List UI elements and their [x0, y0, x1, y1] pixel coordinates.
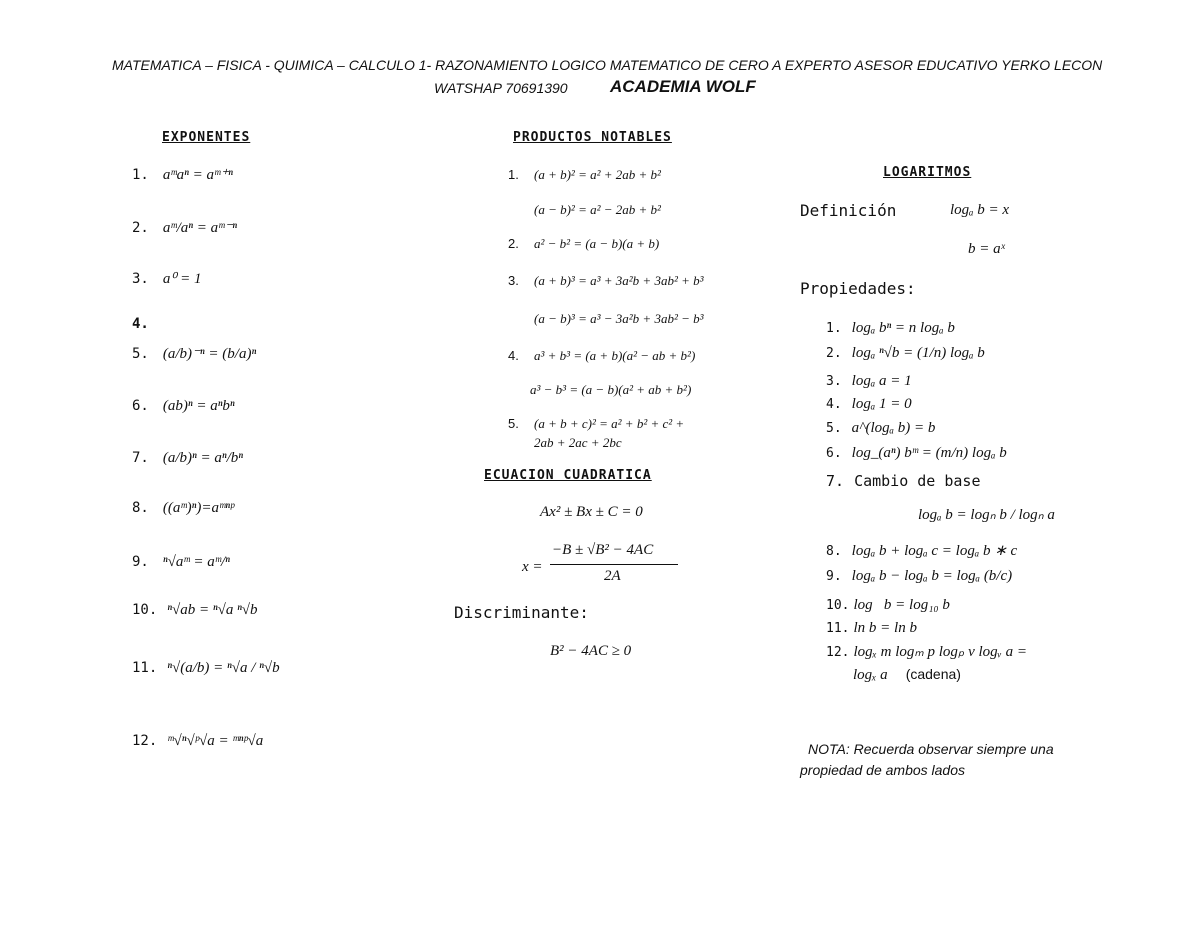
fraction-bar [550, 564, 678, 565]
list-item: 8. logₐ b + logₐ c = logₐ b ∗ c [826, 543, 1018, 559]
list-item: 11. ln b = ln b [826, 620, 917, 636]
section-title-logaritmos: LOGARITMOS [883, 165, 972, 180]
section-title-exponentes: EXPONENTES [162, 130, 251, 145]
list-item: 10. log b = log₁₀ b [826, 597, 950, 613]
header-phone: WATSHAP 70691390 [434, 80, 568, 96]
discriminant-formula: B² − 4AC ≥ 0 [550, 643, 632, 659]
list-item: (a − b)² = a² − 2ab + b² [534, 202, 661, 217]
academy-title: ACADEMIA WOLF [610, 77, 756, 96]
list-item: 3. logₐ a = 1 [826, 373, 912, 389]
list-item: 3. (a + b)³ = a³ + 3a²b + 3ab² + b³ [508, 273, 704, 288]
list-item: 1. aᵐaⁿ = aᵐ⁺ⁿ [132, 167, 233, 183]
quadratic-numerator: −B ± √B² − 4AC [552, 542, 654, 558]
list-item: 1. logₐ bⁿ = n logₐ b [826, 320, 955, 336]
header-line: MATEMATICA – FISICA - QUIMICA – CALCULO 1- RAZONAMIENTO LOGICO MATEMATICO DE CERO A EXPERTO ASESOR EDUCATIVO YERKO LECON [112, 57, 1103, 73]
list-item: 5. (a + b + c)² = a² + b² + c² + [508, 416, 685, 431]
note-line: NOTA: Recuerda observar siempre una [808, 741, 1054, 757]
list-item: 7. (a/b)ⁿ = aⁿ/bⁿ [132, 450, 243, 466]
note-line: propiedad de ambos lados [800, 762, 966, 778]
list-item: 2. logₐ ⁿ√b = (1/n) logₐ b [826, 345, 985, 361]
list-item: 12. ᵐ√ⁿ√ᵖ√a = ᵐⁿᵖ√a [132, 733, 264, 749]
definition-label: Definición [800, 201, 897, 220]
section-title-productos: PRODUCTOS NOTABLES [513, 130, 672, 145]
definition-formula: logₐ b = x [950, 202, 1010, 218]
list-item: 2. a² − b² = (a − b)(a + b) [508, 236, 660, 251]
definition-formula: b = aˣ [968, 241, 1005, 257]
list-item: 11. ⁿ√(a/b) = ⁿ√a / ⁿ√b [132, 660, 280, 676]
section-title-cuadratica: ECUACION CUADRATICA [484, 468, 652, 483]
properties-label: Propiedades: [800, 279, 916, 298]
list-item: 4. [132, 316, 149, 332]
list-item: (a − b)³ = a³ − 3a²b + 3ab² − b³ [534, 311, 704, 326]
quadratic-denominator: 2A [604, 568, 621, 584]
quadratic-x-lhs: x = [522, 559, 543, 575]
list-item: 2. aᵐ/aⁿ = aᵐ⁻ⁿ [132, 220, 238, 236]
list-item: 6. log_(aⁿ) bᵐ = (m/n) logₐ b [826, 445, 1007, 461]
list-item: 4. logₐ 1 = 0 [826, 396, 912, 412]
list-item: 5. a^(logₐ b) = b [826, 420, 936, 436]
list-item: a³ − b³ = (a − b)(a² + ab + b²) [530, 382, 692, 397]
list-item: 2ab + 2ac + 2bc [534, 435, 622, 450]
discriminant-label: Discriminante: [454, 603, 589, 622]
list-item: logₐ b = logₙ b / logₙ a [918, 507, 1055, 523]
list-item: 6. (ab)ⁿ = aⁿbⁿ [132, 398, 235, 414]
list-item: 8. ((aᵐ)ⁿ)=aᵐⁿᵖ [132, 500, 235, 516]
list-item: logₓ a (cadena) [853, 666, 961, 683]
list-item: 12. logₓ m logₘ p logₚ v logᵥ a = [826, 644, 1027, 660]
list-item: 3. a⁰ = 1 [132, 271, 202, 287]
list-item: 10. ⁿ√ab = ⁿ√a ⁿ√b [132, 602, 258, 618]
list-item: 1. (a + b)² = a² + 2ab + b² [508, 167, 661, 182]
list-item: 4. a³ + b³ = (a + b)(a² − ab + b²) [508, 348, 696, 363]
list-item: 7. Cambio de base [826, 472, 981, 490]
list-item: 5. (a/b)⁻ⁿ = (b/a)ⁿ [132, 346, 257, 362]
quadratic-equation: Ax² ± Bx ± C = 0 [540, 504, 643, 520]
list-item: 9. logₐ b − logₐ b = logₐ (b/c) [826, 568, 1013, 584]
list-item: 9. ⁿ√aᵐ = aᵐ/ⁿ [132, 554, 230, 570]
